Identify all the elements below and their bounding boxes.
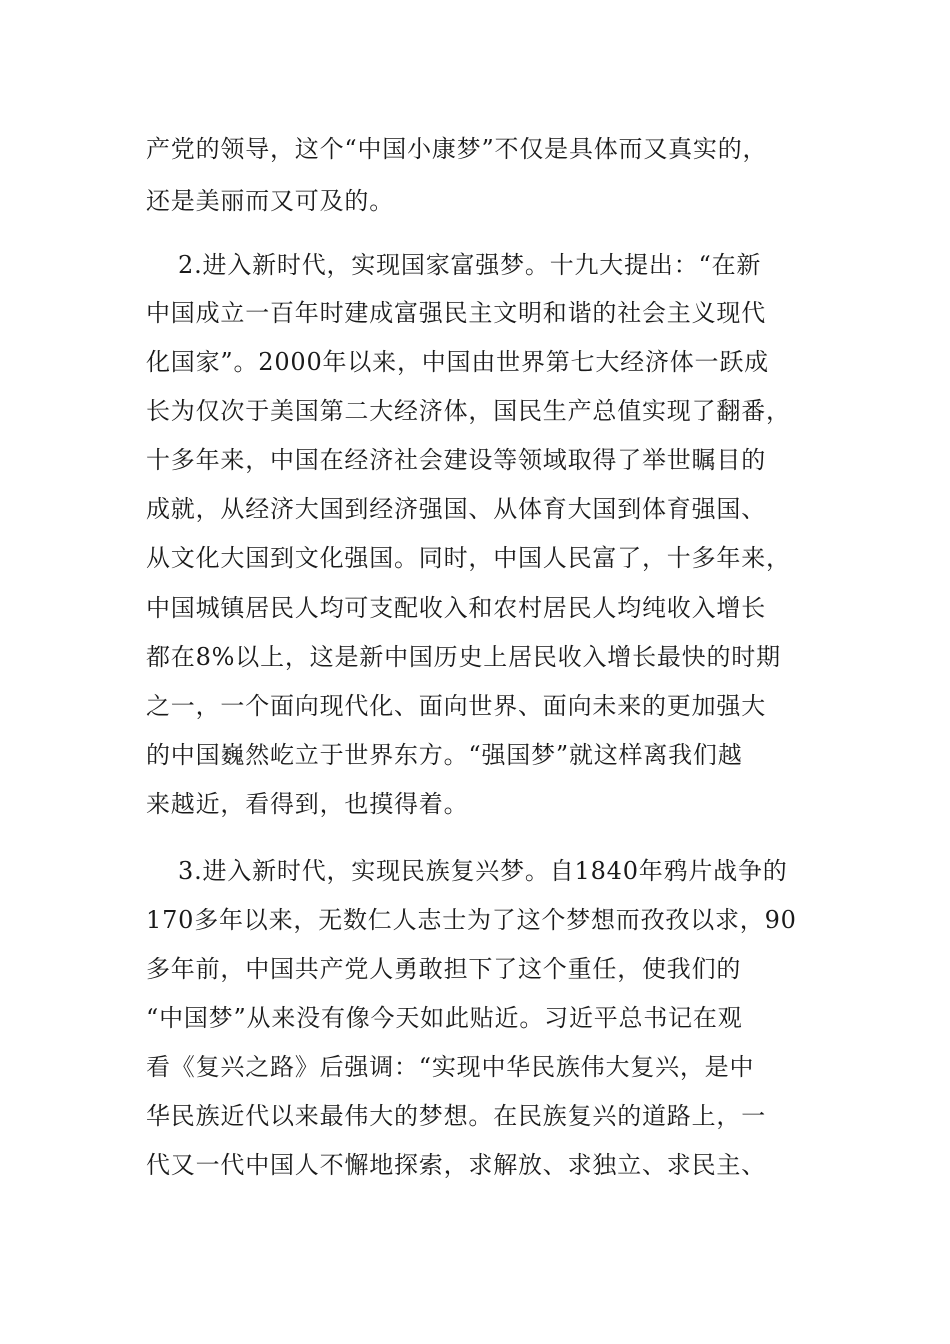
text-line: 十多年来，中国在经济社会建设等领域取得了举世瞩目的 (146, 446, 766, 474)
text-line: 多年前，中国共产党人勇敢担下了这个重任，使我们的 (146, 955, 742, 983)
text-line: 长为仅次于美国第二大经济体，国民生产总值实现了翻番， (146, 397, 791, 425)
text-line: 看《复兴之路》后强调：“实现中华民族伟大复兴，是中 (146, 1053, 755, 1081)
text-line: 化国家”。2000年以来，中国由世界第七大经济体一跃成 (146, 348, 769, 376)
text-line: 的中国巍然屹立于世界东方。“强国梦”就这样离我们越 (146, 741, 743, 769)
text-line: 2.进入新时代，实现国家富强梦。十九大提出：“在新 (178, 251, 762, 279)
text-line: 170多年以来，无数仁人志士为了这个梦想而孜孜以求，90 (146, 906, 797, 934)
text-line: “中国梦”从来没有像今天如此贴近。习近平总书记在观 (146, 1004, 743, 1032)
text-line: 华民族近代以来最伟大的梦想。在民族复兴的道路上，一 (146, 1102, 766, 1130)
text-line: 从文化大国到文化强国。同时，中国人民富了，十多年来， (146, 544, 791, 572)
text-line: 成就，从经济大国到经济强国、从体育大国到体育强国、 (146, 495, 766, 523)
text-line: 之一，一个面向现代化、面向世界、面向未来的更加强大 (146, 692, 766, 720)
text-line: 代又一代中国人不懈地探索，求解放、求独立、求民主、 (146, 1151, 766, 1179)
text-line: 还是美丽而又可及的。 (146, 187, 394, 215)
text-line: 来越近，看得到，也摸得着。 (146, 790, 469, 818)
text-line: 都在8%以上，这是新中国历史上居民收入增长最快的时期 (146, 643, 781, 671)
text-line: 中国成立一百年时建成富强民主文明和谐的社会主义现代 (146, 299, 766, 327)
text-line: 产党的领导，这个“中国小康梦”不仅是具体而又真实的， (146, 135, 768, 163)
text-line: 3.进入新时代，实现民族复兴梦。自1840年鸦片战争的 (178, 857, 788, 885)
text-line: 中国城镇居民人均可支配收入和农村居民人均纯收入增长 (146, 594, 766, 622)
